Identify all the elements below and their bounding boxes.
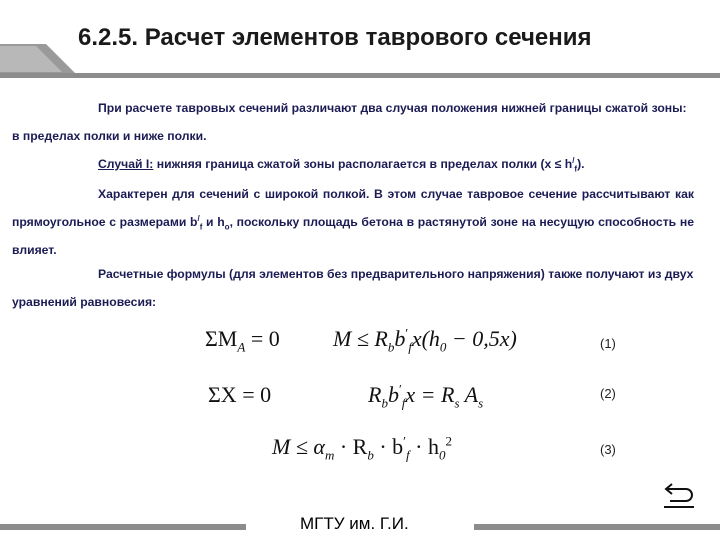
paragraph-1-text: При расчете тавровых сечений различают два случая положения нижней границы сжатой зоны: в пределах полки и ниже полки. <box>12 101 687 143</box>
case-sub: f <box>574 164 578 174</box>
formula-1-right: $M \le R_bb'_fx(h_0 - 0,5x)$ <box>333 325 517 355</box>
return-arrow-icon[interactable] <box>662 480 696 510</box>
case-label: Случай I: <box>98 157 154 171</box>
slide-title: 6.2.5. Расчет элементов таврового сечения <box>78 24 592 51</box>
equation-number-1: (1) <box>600 336 616 351</box>
header-rule <box>0 73 720 78</box>
paragraph-3-sub: f <box>199 222 203 232</box>
paragraph-1 <box>12 94 694 150</box>
paragraph-2 <box>12 150 694 178</box>
footer-label: МГТУ им. Г.И. <box>300 514 409 533</box>
paragraph-3-a: Характерен для сечений с широкой полкой. В этом случае тавровое сечение рассчитывают как прямоугольное с размерами b <box>12 187 694 229</box>
case-text: нижняя граница сжатой зоны располагается в пределах полки (x ≤ h <box>153 157 573 171</box>
paragraph-4 <box>12 260 694 316</box>
formula-2-right: $R_bb'_fx = R_s$ $A_s$ <box>368 381 484 411</box>
paragraph-3-c: , поскольку площадь бетона в растянутой зоне на несущую способность не влияет. <box>12 215 694 257</box>
case-sup: / <box>572 155 575 165</box>
corner-decoration-icon <box>0 0 80 78</box>
paragraph-3 <box>12 180 694 264</box>
formula-3: $M \le \alpha_m \cdot R_b \cdot b'_f \cdot h_0^2$ <box>272 433 452 463</box>
equation-number-3: (3) <box>600 442 616 457</box>
equation-number-2: (2) <box>600 386 616 401</box>
paragraph-3-b: и h <box>202 215 225 229</box>
paragraph-3-sup: / <box>197 213 200 223</box>
footer-bar-right <box>474 524 720 530</box>
case-end: ). <box>577 157 585 171</box>
footer-bar-left <box>0 524 246 530</box>
paragraph-4-text: Расчетные формулы (для элементов без предварительного напряжения) также получают из двух уравнений равновесия: <box>12 267 694 309</box>
formula-1-left: $\Sigma M_A = 0$ <box>205 326 280 355</box>
paragraph-3-sub2: o <box>224 222 230 232</box>
formula-2-left: ΣX = 0 <box>208 382 272 407</box>
